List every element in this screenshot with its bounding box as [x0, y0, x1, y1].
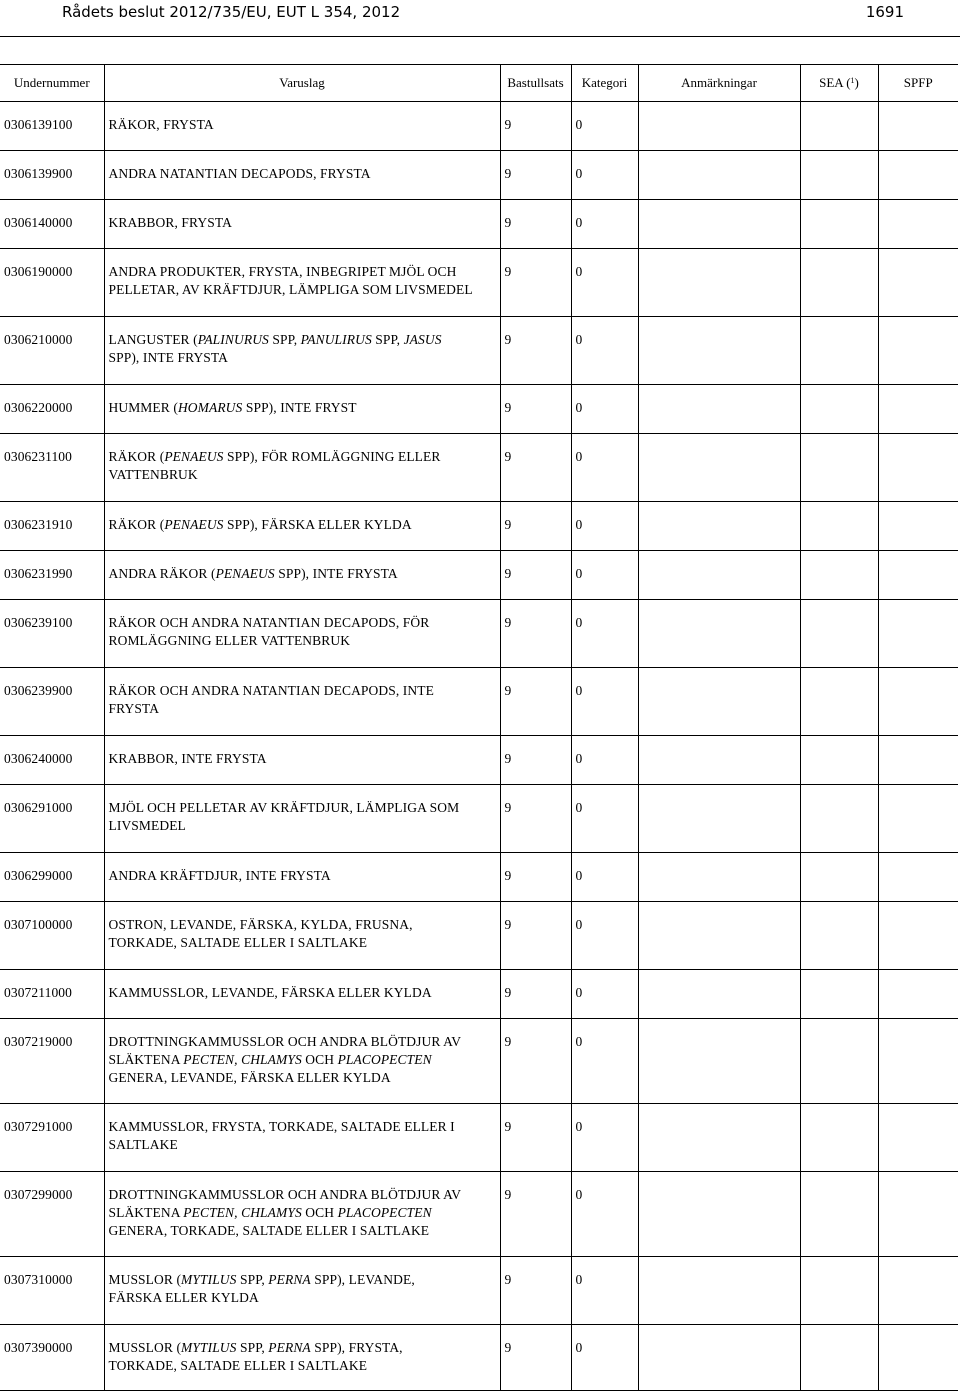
cell-anmarkningar — [638, 785, 800, 853]
cell-sea — [800, 785, 878, 853]
cell-kategori: 0 — [571, 736, 638, 785]
cell-sea — [800, 853, 878, 902]
table-header-row — [0, 65, 958, 102]
desc-text: MUSSLOR ( — [108, 1340, 182, 1355]
italic-term: PENAEUS — [164, 449, 224, 464]
cell-spfp — [878, 551, 958, 600]
italic-term: PANULIRUS — [300, 332, 372, 347]
cell-undernummer: 0307211000 — [0, 970, 104, 1019]
table-row — [0, 736, 958, 785]
cell-bastullsats: 9 — [500, 736, 571, 785]
desc-text: OCH — [301, 1052, 338, 1067]
cell-varuslag — [104, 102, 500, 151]
desc-text: SALTLAKE — [108, 1137, 178, 1152]
cell-spfp — [878, 151, 958, 200]
cell-kategori: 0 — [571, 200, 638, 249]
desc-text: SPP, — [236, 1340, 269, 1355]
cell-varuslag — [104, 317, 500, 385]
cell-anmarkningar — [638, 1019, 800, 1104]
cell-bastullsats: 9 — [500, 668, 571, 736]
cell-sea — [800, 668, 878, 736]
cell-bastullsats: 9 — [500, 151, 571, 200]
cell-sea — [800, 1172, 878, 1257]
cell-undernummer: 0306231910 — [0, 502, 104, 551]
desc-text: ROMLÄGGNING ELLER VATTENBRUK — [108, 633, 351, 648]
cell-anmarkningar — [638, 317, 800, 385]
cell-undernummer: 0307100000 — [0, 902, 104, 970]
cell-bastullsats: 9 — [500, 434, 571, 502]
cell-varuslag — [104, 151, 500, 200]
cell-bastullsats: 9 — [500, 551, 571, 600]
cell-sea — [800, 600, 878, 668]
cell-anmarkningar — [638, 1325, 800, 1391]
cell-undernummer: 0306291000 — [0, 785, 104, 853]
cell-kategori: 0 — [571, 102, 638, 151]
cell-bastullsats: 9 — [500, 1019, 571, 1104]
cell-kategori: 0 — [571, 1257, 638, 1325]
cell-spfp — [878, 1019, 958, 1104]
col-header-anmarkningar: Anmärkningar — [638, 65, 800, 102]
header-rule — [0, 36, 960, 37]
cell-anmarkningar — [638, 736, 800, 785]
cell-anmarkningar — [638, 1104, 800, 1172]
cell-kategori: 0 — [571, 385, 638, 434]
desc-text: DROTTNINGKAMMUSSLOR OCH ANDRA BLÖTDJUR AV — [108, 1187, 462, 1202]
cell-anmarkningar — [638, 668, 800, 736]
desc-text: SPP), FÄRSKA ELLER KYLDA — [223, 517, 412, 532]
cell-undernummer: 0306231990 — [0, 551, 104, 600]
desc-text: FÄRSKA ELLER KYLDA — [108, 1290, 259, 1305]
cell-undernummer: 0306231100 — [0, 434, 104, 502]
cell-bastullsats: 9 — [500, 1325, 571, 1391]
cell-kategori: 0 — [571, 434, 638, 502]
cell-bastullsats: 9 — [500, 317, 571, 385]
cell-anmarkningar — [638, 853, 800, 902]
desc-text: RÄKOR, FRYSTA — [108, 117, 214, 132]
desc-text: HUMMER ( — [108, 400, 178, 415]
cell-kategori: 0 — [571, 1019, 638, 1104]
cell-varuslag — [104, 736, 500, 785]
cell-anmarkningar — [638, 551, 800, 600]
cell-anmarkningar — [638, 902, 800, 970]
italic-term: PALINURUS — [197, 332, 269, 347]
italic-term: PLACOPECTEN — [337, 1205, 432, 1220]
cell-varuslag — [104, 785, 500, 853]
cell-sea — [800, 102, 878, 151]
cell-spfp — [878, 502, 958, 551]
cell-sea — [800, 434, 878, 502]
cell-anmarkningar — [638, 102, 800, 151]
cell-undernummer: 0306220000 — [0, 385, 104, 434]
italic-term: PERNA — [268, 1340, 311, 1355]
cell-varuslag — [104, 600, 500, 668]
col-header-undernummer: Undernummer — [0, 65, 104, 102]
cell-kategori: 0 — [571, 785, 638, 853]
sea-label: SEA ( — [819, 75, 851, 90]
cell-kategori: 0 — [571, 249, 638, 317]
table-row — [0, 1172, 958, 1257]
table-row — [0, 151, 958, 200]
desc-text: ANDRA NATANTIAN DECAPODS, FRYSTA — [108, 166, 371, 181]
cell-bastullsats: 9 — [500, 1257, 571, 1325]
cell-kategori: 0 — [571, 1104, 638, 1172]
cell-kategori: 0 — [571, 502, 638, 551]
desc-text: KAMMUSSLOR, FRYSTA, TORKADE, SALTADE ELLER I — [108, 1119, 455, 1134]
cell-spfp — [878, 200, 958, 249]
cell-sea — [800, 1019, 878, 1104]
cell-undernummer: 0306239900 — [0, 668, 104, 736]
cell-kategori: 0 — [571, 151, 638, 200]
desc-text: ANDRA PRODUKTER, FRYSTA, INBEGRIPET MJÖL OCH — [108, 264, 457, 279]
cell-sea — [800, 1325, 878, 1391]
cell-undernummer: 0307310000 — [0, 1257, 104, 1325]
cell-spfp — [878, 853, 958, 902]
cell-anmarkningar — [638, 600, 800, 668]
sea-close: ) — [854, 75, 859, 90]
table-row — [0, 600, 958, 668]
italic-term: PECTEN, CHLAMYS — [183, 1205, 302, 1220]
footnote-ref: 1 — [850, 76, 855, 85]
cell-spfp — [878, 668, 958, 736]
cell-bastullsats: 9 — [500, 600, 571, 668]
cell-undernummer: 0306299000 — [0, 853, 104, 902]
cell-varuslag — [104, 1019, 500, 1104]
cell-sea — [800, 502, 878, 551]
cell-varuslag — [104, 385, 500, 434]
cell-kategori: 0 — [571, 317, 638, 385]
desc-text: DROTTNINGKAMMUSSLOR OCH ANDRA BLÖTDJUR AV — [108, 1034, 462, 1049]
cell-spfp — [878, 385, 958, 434]
cell-undernummer: 0306139900 — [0, 151, 104, 200]
cell-spfp — [878, 785, 958, 853]
cell-varuslag — [104, 502, 500, 551]
cell-varuslag — [104, 551, 500, 600]
desc-text: SLÄKTENA — [108, 1052, 184, 1067]
desc-text: SPP), INTE FRYST — [242, 400, 357, 415]
cell-kategori: 0 — [571, 1325, 638, 1391]
cell-anmarkningar — [638, 970, 800, 1019]
desc-text: KAMMUSSLOR, LEVANDE, FÄRSKA ELLER KYLDA — [108, 985, 432, 1000]
cell-bastullsats: 9 — [500, 385, 571, 434]
cell-bastullsats: 9 — [500, 902, 571, 970]
table-row — [0, 1325, 958, 1391]
col-header-bastullsats: Bastullsats — [500, 65, 571, 102]
cell-sea — [800, 151, 878, 200]
desc-text: ANDRA KRÄFTDJUR, INTE FRYSTA — [108, 868, 331, 883]
cell-undernummer: 0307390000 — [0, 1325, 104, 1391]
cell-undernummer: 0307219000 — [0, 1019, 104, 1104]
desc-text: PELLETAR, AV KRÄFTDJUR, LÄMPLIGA SOM LIVSMEDEL — [108, 282, 473, 297]
cell-undernummer: 0306240000 — [0, 736, 104, 785]
table-row — [0, 853, 958, 902]
cell-undernummer: 0306140000 — [0, 200, 104, 249]
cell-undernummer: 0307291000 — [0, 1104, 104, 1172]
cell-sea — [800, 902, 878, 970]
table-row — [0, 502, 958, 551]
cell-kategori: 0 — [571, 668, 638, 736]
cell-varuslag — [104, 1257, 500, 1325]
cell-undernummer: 0306210000 — [0, 317, 104, 385]
col-header-varuslag: Varuslag — [104, 65, 500, 102]
desc-text: RÄKOR ( — [108, 449, 165, 464]
italic-term: PENAEUS — [215, 566, 275, 581]
desc-text: GENERA, TORKADE, SALTADE ELLER I SALTLAKE — [108, 1223, 430, 1238]
desc-text: SPP), FRYSTA, — [310, 1340, 403, 1355]
desc-text: SLÄKTENA — [108, 1205, 184, 1220]
desc-text: FRYSTA — [108, 701, 160, 716]
italic-term: MYTILUS — [181, 1272, 237, 1287]
cell-varuslag — [104, 1104, 500, 1172]
cell-spfp — [878, 600, 958, 668]
table-row — [0, 902, 958, 970]
cell-varuslag — [104, 434, 500, 502]
italic-term: PECTEN, CHLAMYS — [183, 1052, 302, 1067]
italic-term: HOMARUS — [177, 400, 243, 415]
cell-sea — [800, 249, 878, 317]
italic-term: MYTILUS — [181, 1340, 237, 1355]
table-row — [0, 970, 958, 1019]
cell-undernummer: 0306239100 — [0, 600, 104, 668]
cell-varuslag — [104, 902, 500, 970]
cell-spfp — [878, 970, 958, 1019]
italic-term: PENAEUS — [164, 517, 224, 532]
cell-undernummer: 0306190000 — [0, 249, 104, 317]
cell-kategori: 0 — [571, 1172, 638, 1257]
cell-varuslag — [104, 249, 500, 317]
desc-text: MJÖL OCH PELLETAR AV KRÄFTDJUR, LÄMPLIGA SOM — [108, 800, 460, 815]
cell-varuslag — [104, 1172, 500, 1257]
italic-term: PLACOPECTEN — [337, 1052, 432, 1067]
cell-sea — [800, 1104, 878, 1172]
cell-bastullsats: 9 — [500, 102, 571, 151]
cell-sea — [800, 970, 878, 1019]
page-header — [0, 0, 960, 36]
cell-bastullsats: 9 — [500, 1172, 571, 1257]
desc-text: TORKADE, SALTADE ELLER I SALTLAKE — [108, 935, 368, 950]
col-header-kategori: Kategori — [571, 65, 638, 102]
cell-anmarkningar — [638, 502, 800, 551]
cell-spfp — [878, 1172, 958, 1257]
cell-sea — [800, 385, 878, 434]
document-title: Rådets beslut 2012/735/EU, EUT L 354, 2012 — [62, 3, 401, 21]
table-row — [0, 385, 958, 434]
table-row — [0, 1019, 958, 1104]
cell-sea — [800, 551, 878, 600]
cell-spfp — [878, 102, 958, 151]
table-row — [0, 200, 958, 249]
cell-anmarkningar — [638, 151, 800, 200]
table-row — [0, 317, 958, 385]
cell-varuslag — [104, 668, 500, 736]
desc-text: KRABBOR, FRYSTA — [108, 215, 232, 230]
table-row — [0, 1104, 958, 1172]
desc-text: TORKADE, SALTADE ELLER I SALTLAKE — [108, 1358, 368, 1373]
cell-anmarkningar — [638, 249, 800, 317]
col-header-sea — [800, 65, 878, 102]
desc-text: SPP, — [371, 332, 404, 347]
cell-anmarkningar — [638, 200, 800, 249]
cell-anmarkningar — [638, 1257, 800, 1325]
cell-kategori: 0 — [571, 970, 638, 1019]
desc-text: RÄKOR OCH ANDRA NATANTIAN DECAPODS, INTE — [108, 683, 434, 698]
cell-bastullsats: 9 — [500, 853, 571, 902]
cell-bastullsats: 9 — [500, 1104, 571, 1172]
desc-text: ANDRA RÄKOR ( — [108, 566, 216, 581]
table-row — [0, 434, 958, 502]
table-row — [0, 551, 958, 600]
desc-text: OSTRON, LEVANDE, FÄRSKA, KYLDA, FRUSNA, — [108, 917, 413, 932]
cell-varuslag — [104, 200, 500, 249]
desc-text: VATTENBRUK — [108, 467, 198, 482]
table-row — [0, 1257, 958, 1325]
cell-spfp — [878, 1325, 958, 1391]
table-row — [0, 249, 958, 317]
cell-bastullsats: 9 — [500, 502, 571, 551]
table-row — [0, 668, 958, 736]
cell-varuslag — [104, 853, 500, 902]
desc-text: LIVSMEDEL — [108, 818, 186, 833]
table-row — [0, 102, 958, 151]
cell-spfp — [878, 902, 958, 970]
desc-text: GENERA, LEVANDE, FÄRSKA ELLER KYLDA — [108, 1070, 391, 1085]
desc-text: SPP, — [268, 332, 301, 347]
desc-text: RÄKOR ( — [108, 517, 165, 532]
cell-spfp — [878, 1104, 958, 1172]
desc-text: KRABBOR, INTE FRYSTA — [108, 751, 267, 766]
cell-kategori: 0 — [571, 902, 638, 970]
cell-spfp — [878, 249, 958, 317]
cell-spfp — [878, 317, 958, 385]
cell-spfp — [878, 1257, 958, 1325]
cell-anmarkningar — [638, 1172, 800, 1257]
desc-text: SPP, — [236, 1272, 269, 1287]
cell-sea — [800, 736, 878, 785]
cell-bastullsats: 9 — [500, 249, 571, 317]
cell-anmarkningar — [638, 434, 800, 502]
cell-kategori: 0 — [571, 600, 638, 668]
cell-varuslag — [104, 970, 500, 1019]
desc-text: SPP), INTE FRYSTA — [274, 566, 398, 581]
desc-text: SPP), FÖR ROMLÄGGNING ELLER — [223, 449, 441, 464]
cell-bastullsats: 9 — [500, 970, 571, 1019]
cell-kategori: 0 — [571, 853, 638, 902]
col-header-spfp: SPFP — [878, 65, 958, 102]
cell-undernummer: 0307299000 — [0, 1172, 104, 1257]
cell-anmarkningar — [638, 385, 800, 434]
cell-kategori: 0 — [571, 551, 638, 600]
desc-text: RÄKOR OCH ANDRA NATANTIAN DECAPODS, FÖR — [108, 615, 430, 630]
cell-spfp — [878, 736, 958, 785]
cell-bastullsats: 9 — [500, 200, 571, 249]
desc-text: MUSSLOR ( — [108, 1272, 182, 1287]
cell-varuslag — [104, 1325, 500, 1391]
cell-sea — [800, 317, 878, 385]
desc-text: OCH — [301, 1205, 338, 1220]
italic-term: PERNA — [268, 1272, 311, 1287]
cell-sea — [800, 1257, 878, 1325]
page-number: 1691 — [865, 3, 904, 21]
tariff-table — [0, 64, 958, 1391]
desc-text: SPP), INTE FRYSTA — [108, 350, 229, 365]
cell-bastullsats: 9 — [500, 785, 571, 853]
desc-text: SPP), LEVANDE, — [310, 1272, 415, 1287]
cell-undernummer: 0306139100 — [0, 102, 104, 151]
desc-text: LANGUSTER ( — [108, 332, 198, 347]
cell-sea — [800, 200, 878, 249]
cell-spfp — [878, 434, 958, 502]
table-row — [0, 785, 958, 853]
italic-term: JASUS — [403, 332, 442, 347]
